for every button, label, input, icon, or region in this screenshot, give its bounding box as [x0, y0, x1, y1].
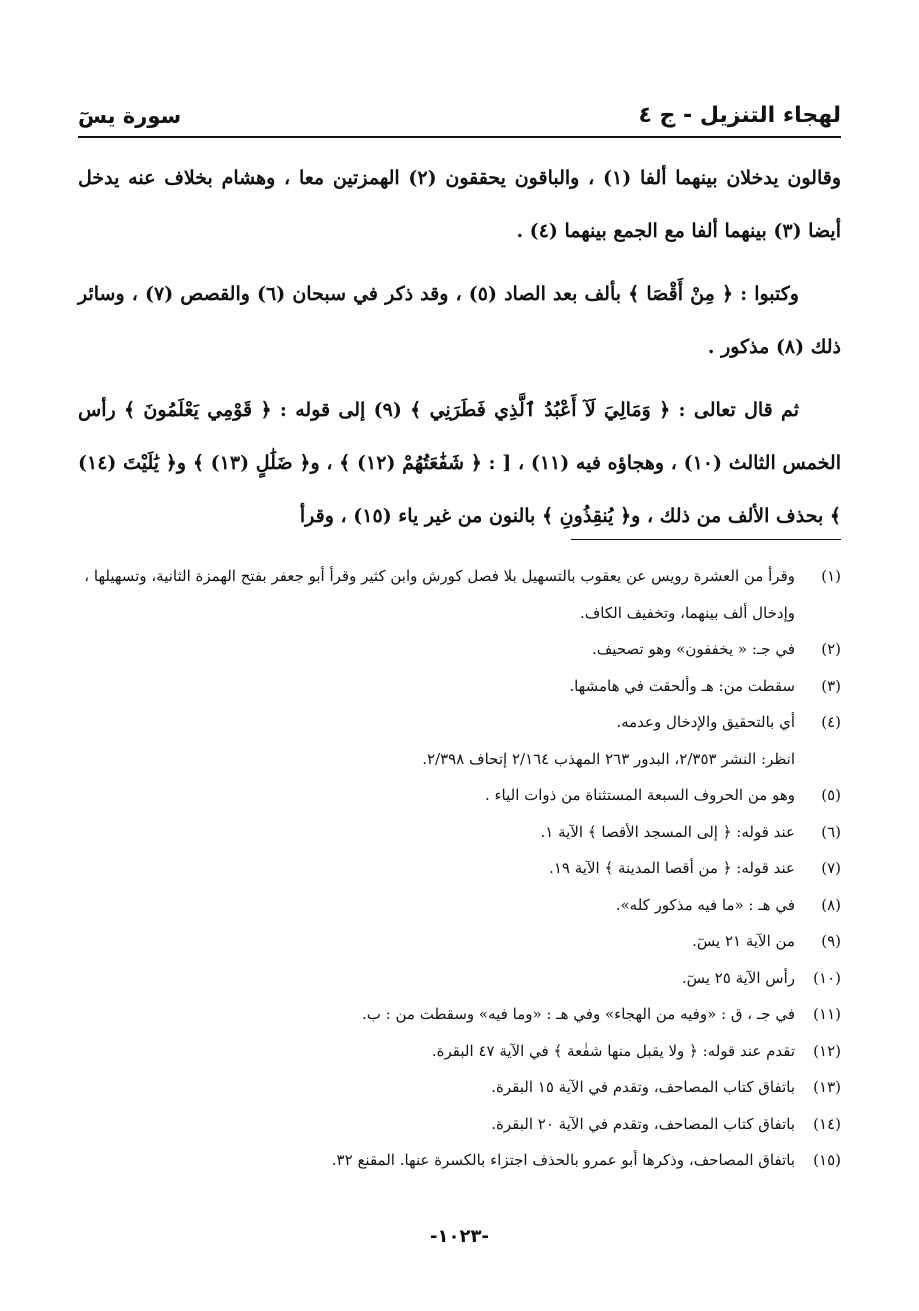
footnote-4-reference: [78, 741, 841, 778]
footnotes: [78, 558, 841, 1179]
footnote-15: [78, 1142, 841, 1179]
footnote-text: تقدم عند قوله: ﴿ ولا يقبل منها شفٰعة ﴾ في الآية ٤٧ البقرة.: [431, 1041, 795, 1060]
footnote-text: في جـ: « يخففون» وهو تصحيف.: [592, 640, 795, 658]
footnote-text: باتفاق كتاب المصاحف، وتقدم في الآية ١٥ البقرة.: [491, 1078, 795, 1096]
surah-title: سورة يسٓ: [78, 104, 182, 128]
footnote-number: (١٣): [813, 1078, 841, 1096]
footnote-1: [78, 558, 841, 631]
footnote-13: [78, 1069, 841, 1106]
footnote-number: (١٤): [813, 1114, 841, 1133]
footnote-divider: [571, 539, 841, 540]
page-number: -١٠٢٣-: [430, 1226, 489, 1247]
header-divider: [78, 136, 841, 138]
footnote-number: (٣): [821, 676, 841, 695]
footnote-text: وهو من الحروف السبعة المستثناة من ذوات الياء .: [484, 786, 795, 804]
footnote-number: (٩): [821, 932, 841, 950]
footnote-number: (١٠): [813, 968, 841, 987]
book-title: لهجاء التنزيل - ج ٤: [638, 103, 841, 128]
footnote-number: (٥): [821, 786, 841, 804]
footnote-11: [78, 996, 841, 1033]
footnote-text: باتفاق كتاب المصاحف، وتقدم في الآية ٢٠ البقرة.: [491, 1114, 795, 1133]
footnote-number: (١١): [813, 1005, 841, 1023]
footnote-4: [78, 704, 841, 741]
footnote-7: [78, 850, 841, 887]
footnote-text: في جـ ، ق : «وفيه من الهجاء» وفي هـ : «وما فيه» وسقطت من : ب.: [362, 1005, 795, 1023]
footnote-number: (٢): [821, 640, 841, 658]
footnote-10: [78, 960, 841, 997]
footnote-text: عند قوله: ﴿ إلى المسجد الأقصا ﴾ الآية ١.: [540, 822, 795, 841]
footnote-text: انظر: النشر ٢/٣٥٣، البدور ٢٦٣ المهذب ٢/١٦٤ إتحاف ٢/٣٩٨.: [422, 749, 795, 768]
footnote-text: سقطت من: هـ وألحقت في هامشها.: [569, 676, 795, 695]
footnote-5: [78, 777, 841, 814]
footnote-number: (١٢): [813, 1041, 841, 1060]
paragraph-3: ثم قال تعالى : ﴿ وَمَالِيَ لَآ أَعْبُدُ ٱلَّذِي فَطَرَنِي ﴾ (٩) إلى قوله : ﴿ قَوْمِي يَعْلَمُونَ ﴾ رأس الخمس الثالث (١٠) ، وهجاؤه فيه (١١) ، [ : ﴿ شَفَٰعَتُهُمْ (١٢) ﴾ ، و﴿ ضَلَٰلٍ (١٣) ﴾ و﴿ يَٰلَيْتَ (١٤) ﴾ بحذف الألف من ذلك ، و﴿ يُنقِذُونِ ﴾ بالنون من غير ياء (١٥) ، وقرأ: [78, 399, 841, 527]
footnote-text: وقرأ من العشرة رويس عن يعقوب بالتسهيل بلا فصل كورش وابن كثير وقرأ أبو جعفر بفتح الهمزة الثانية، وتسهيلها ، وإدخال ألف بينهما، وتخفيف الكاف.: [84, 567, 795, 622]
footnote-text: رأس الآية ٢٥ يسٓ.: [681, 968, 795, 987]
footnote-14: [78, 1106, 841, 1143]
main-text: [78, 152, 841, 553]
footnote-12: [78, 1033, 841, 1070]
footnote-number: (١٥): [813, 1151, 841, 1169]
paragraph-2: وكتبوا : ﴿ مِنْ أَقْصَا ﴾ بألف بعد الصاد (٥) ، وقد ذكر في سبحان (٦) والقصص (٧) ، وسائر ذلك (٨) مذكور .: [78, 283, 841, 358]
footnote-6: [78, 814, 841, 851]
footnote-number: (٧): [821, 859, 841, 877]
footnote-text: من الآية ٢١ يسٓ.: [692, 932, 795, 950]
footnote-2: [78, 631, 841, 668]
footnote-text: أي بالتحقيق والإدخال وعدمه.: [616, 713, 795, 731]
paragraph-1: وقالون يدخلان بينهما ألفا (١) ، والباقون يحققون (٢) الهمزتين معا ، وهشام بخلاف عنه يدخل أيضا (٣) بينهما ألفا مع الجمع بينهما (٤) .: [78, 167, 842, 242]
footnote-number: (٨): [821, 895, 841, 914]
footnote-text: عند قوله: ﴿ من أقصا المدينة ﴾ الآية ١٩.: [549, 859, 795, 877]
running-header: [78, 78, 841, 128]
footnote-8: [78, 887, 841, 924]
footnote-number: (٤): [821, 713, 841, 731]
footnote-text: في هـ : «ما فيه مذكور كله».: [615, 895, 795, 914]
footnote-number: (٦): [821, 822, 841, 841]
footnote-text: باتفاق المصاحف، وذكرها أبو عمرو بالحذف اجتزاء بالكسرة عنها. المقنع ٣٢.: [331, 1151, 795, 1169]
footnote-3: [78, 668, 841, 705]
footnote-number: (١): [821, 567, 841, 585]
footnote-9: [78, 923, 841, 960]
